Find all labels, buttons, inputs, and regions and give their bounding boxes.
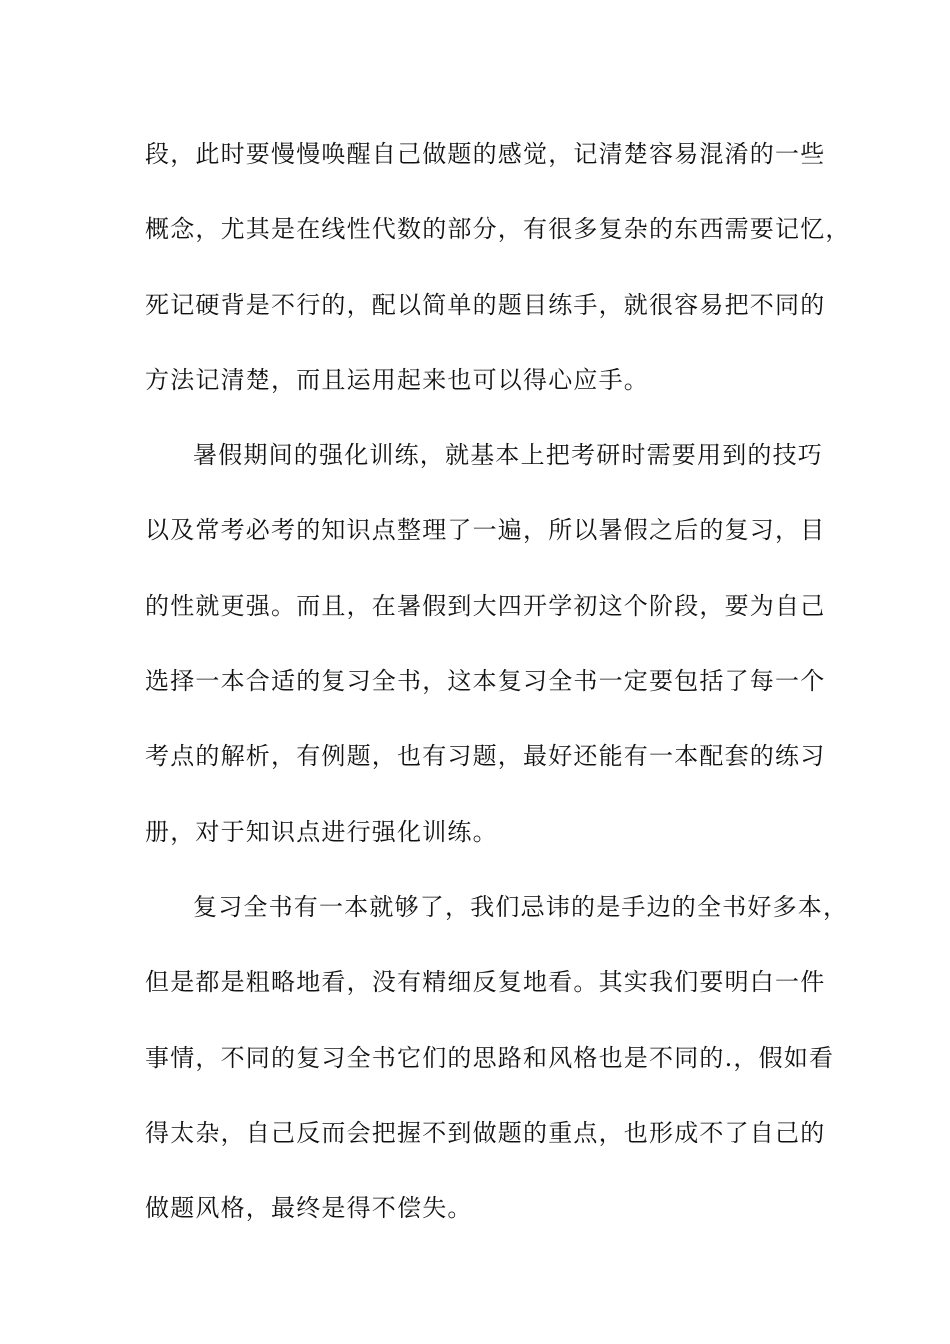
text-line: 段，此时要慢慢唤醒自己做题的感觉，记清楚容易混淆的一些: [145, 140, 826, 168]
text-line: 的性就更强。而且，在暑假到大四开学初这个阶段，要为自己: [145, 591, 826, 620]
text-line: 得太杂，自己反而会把握不到做题的重点，也形成不了自己的: [145, 1118, 826, 1147]
text-line-first: 暑假期间的强化训练，就基本上把考研时需要用到的技巧: [193, 441, 823, 470]
document-body: [145, 134, 851, 1263]
text-line: 方法记清楚，而且运用起来也可以得心应手。: [145, 365, 649, 394]
paragraph-1: [145, 134, 851, 435]
text-line: 事情，不同的复习全书它们的思路和风格也是不同的.，假如看: [145, 1043, 835, 1072]
text-line: 死记硬背是不行的，配以简单的题目练手，就很容易把不同的: [145, 290, 826, 319]
text-line: 但是都是粗略地看，没有精细反复地看。其实我们要明白一件: [145, 968, 826, 997]
text-line: 以及常考必考的知识点整理了一遍，所以暑假之后的复习，目: [145, 516, 826, 545]
text-line: 做题风格，最终是得不偿失。: [145, 1194, 473, 1223]
text-line: 册，对于知识点进行强化训练。: [145, 817, 498, 846]
text-line: 选择一本合适的复习全书，这本复习全书一定要包括了每一个: [145, 667, 826, 696]
paragraph-3: [145, 887, 849, 1263]
text-line-first: 复习全书有一本就够了，我们忌讳的是手边的全书好多本，: [193, 892, 849, 921]
text-line: 概念，尤其是在线性代数的部分，有很多复杂的东西需要记忆，: [145, 215, 851, 244]
paragraph-2: [145, 435, 825, 887]
text-line: 考点的解析，有例题，也有习题，最好还能有一本配套的练习: [145, 742, 826, 771]
